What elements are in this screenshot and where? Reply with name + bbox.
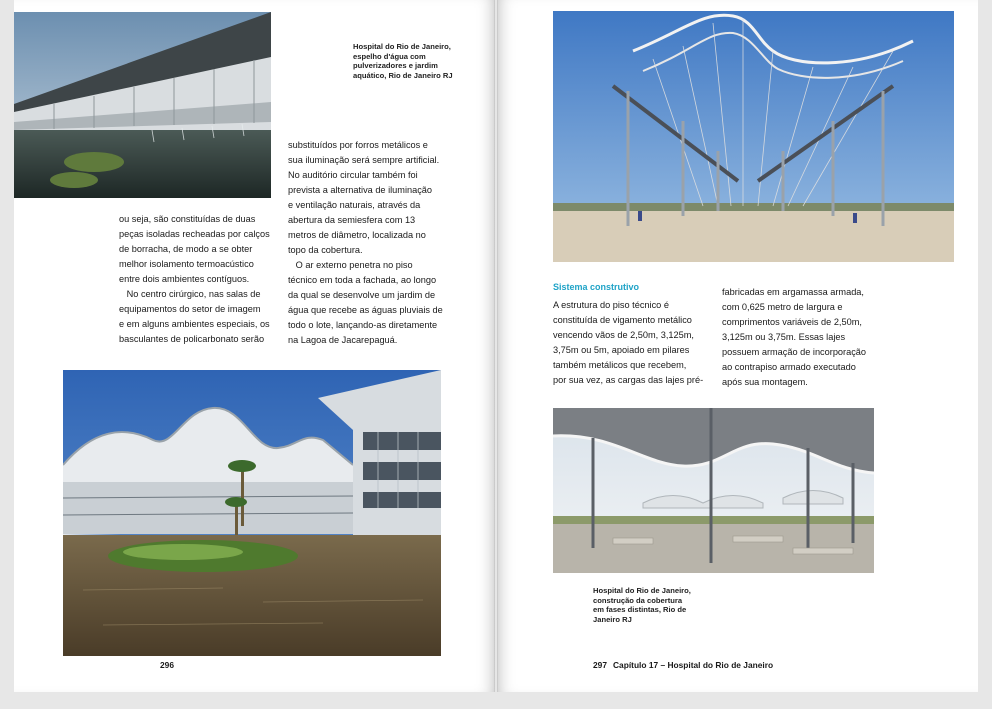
- text-line: sua iluminação será sempre artificial.: [288, 155, 440, 165]
- caption-line: Hospital do Rio de Janeiro,: [593, 586, 691, 595]
- text-line: equipamentos do setor de imagem: [119, 304, 261, 314]
- caption-line: em fases distintas, Rio de: [593, 605, 687, 615]
- page-number-right: 297: [593, 660, 607, 670]
- left-body-column-1: [119, 212, 270, 347]
- photo-roof-phases: [553, 408, 874, 573]
- caption-line: construção da cobertura: [593, 595, 683, 605]
- text-line: constituída de vigamento metálico: [553, 315, 692, 325]
- chapter-running-footer: Capítulo 17 – Hospital do Rio de Janeiro: [613, 660, 774, 670]
- caption-line: Hospital do Rio de Janeiro,: [353, 42, 451, 51]
- text-line: ao contrapiso armado executado: [722, 362, 856, 372]
- text-line: também metálicos que recebem,: [553, 360, 687, 370]
- text-line: e em alguns ambientes especiais, os: [119, 319, 270, 329]
- text-line: O ar externo penetra no piso: [288, 260, 413, 270]
- text-line: de borracha, de modo a se obter: [119, 244, 253, 254]
- text-line: e ventilação naturais, através da: [288, 200, 421, 210]
- text-line: melhor isolamento termoacústico: [119, 259, 254, 269]
- photo-roof-structure-construction: [553, 11, 954, 262]
- text-line: basculantes de policarbonato serão: [119, 334, 265, 344]
- text-line: fabricadas em argamassa armada,: [722, 287, 864, 297]
- text-line: substituídos por forros metálicos e: [288, 140, 428, 150]
- text-line: da qual se desenvolve um jardim de: [288, 290, 436, 300]
- text-line: na Lagoa de Jacarepaguá.: [288, 335, 398, 345]
- text-line: possuem armação de incorporação: [722, 347, 867, 357]
- text-line: No auditório circular também foi: [288, 170, 418, 180]
- text-line: com 0,625 metro de largura e: [722, 302, 843, 312]
- caption-line: pulverizadores e jardim: [353, 61, 438, 71]
- text-line: topo da cobertura.: [288, 245, 363, 255]
- caption-line: espelho d'água com: [353, 51, 426, 61]
- text-line: 3,125m ou 3,75m. Essas lajes: [722, 332, 846, 342]
- text-line: metros de diâmetro, localizada no: [288, 230, 426, 240]
- right-body-column-1: [553, 298, 703, 388]
- text-line: todo o lote, lançando-as diretamente: [288, 320, 438, 330]
- text-line: prevista a alternativa de iluminação: [288, 185, 433, 195]
- text-line: No centro cirúrgico, nas salas de: [119, 289, 261, 299]
- text-line: 3,75m ou 5m, apoiado em pilares: [553, 345, 690, 355]
- text-line: técnico em toda a fachada, ao longo: [288, 275, 437, 285]
- photo-hospital-lagoon: [63, 370, 441, 656]
- left-body-column-2: [288, 138, 443, 348]
- text-line: água que recebe as águas pluviais de: [288, 305, 443, 315]
- text-line: ou seja, são constituídas de duas: [119, 214, 256, 224]
- page-number-left: 296: [160, 660, 174, 670]
- caption-line: Janeiro RJ: [593, 614, 632, 624]
- text-line: A estrutura do piso técnico é: [553, 300, 669, 310]
- text-line: por sua vez, as cargas das lajes pré-: [553, 375, 704, 385]
- photo-facade-water-mirror: [14, 12, 271, 198]
- section-heading: Sistema construtivo: [553, 282, 640, 292]
- right-body-column-2: [722, 285, 866, 390]
- text-line: vencendo vãos de 2,50m, 3,125m,: [553, 330, 694, 340]
- text-line: peças isoladas recheadas por calços: [119, 229, 270, 239]
- text-line: comprimentos variáveis de 2,50m,: [722, 317, 862, 327]
- book-spine: [494, 0, 498, 692]
- photo-caption-top-left: [353, 42, 453, 80]
- text-line: abertura da semiesfera com 13: [288, 215, 416, 225]
- text-line: após sua montagem.: [722, 377, 808, 387]
- photo-caption-bottom-right: [593, 586, 691, 624]
- text-line: entre dois ambientes contíguos.: [119, 274, 250, 284]
- caption-line: aquático, Rio de Janeiro RJ: [353, 70, 453, 80]
